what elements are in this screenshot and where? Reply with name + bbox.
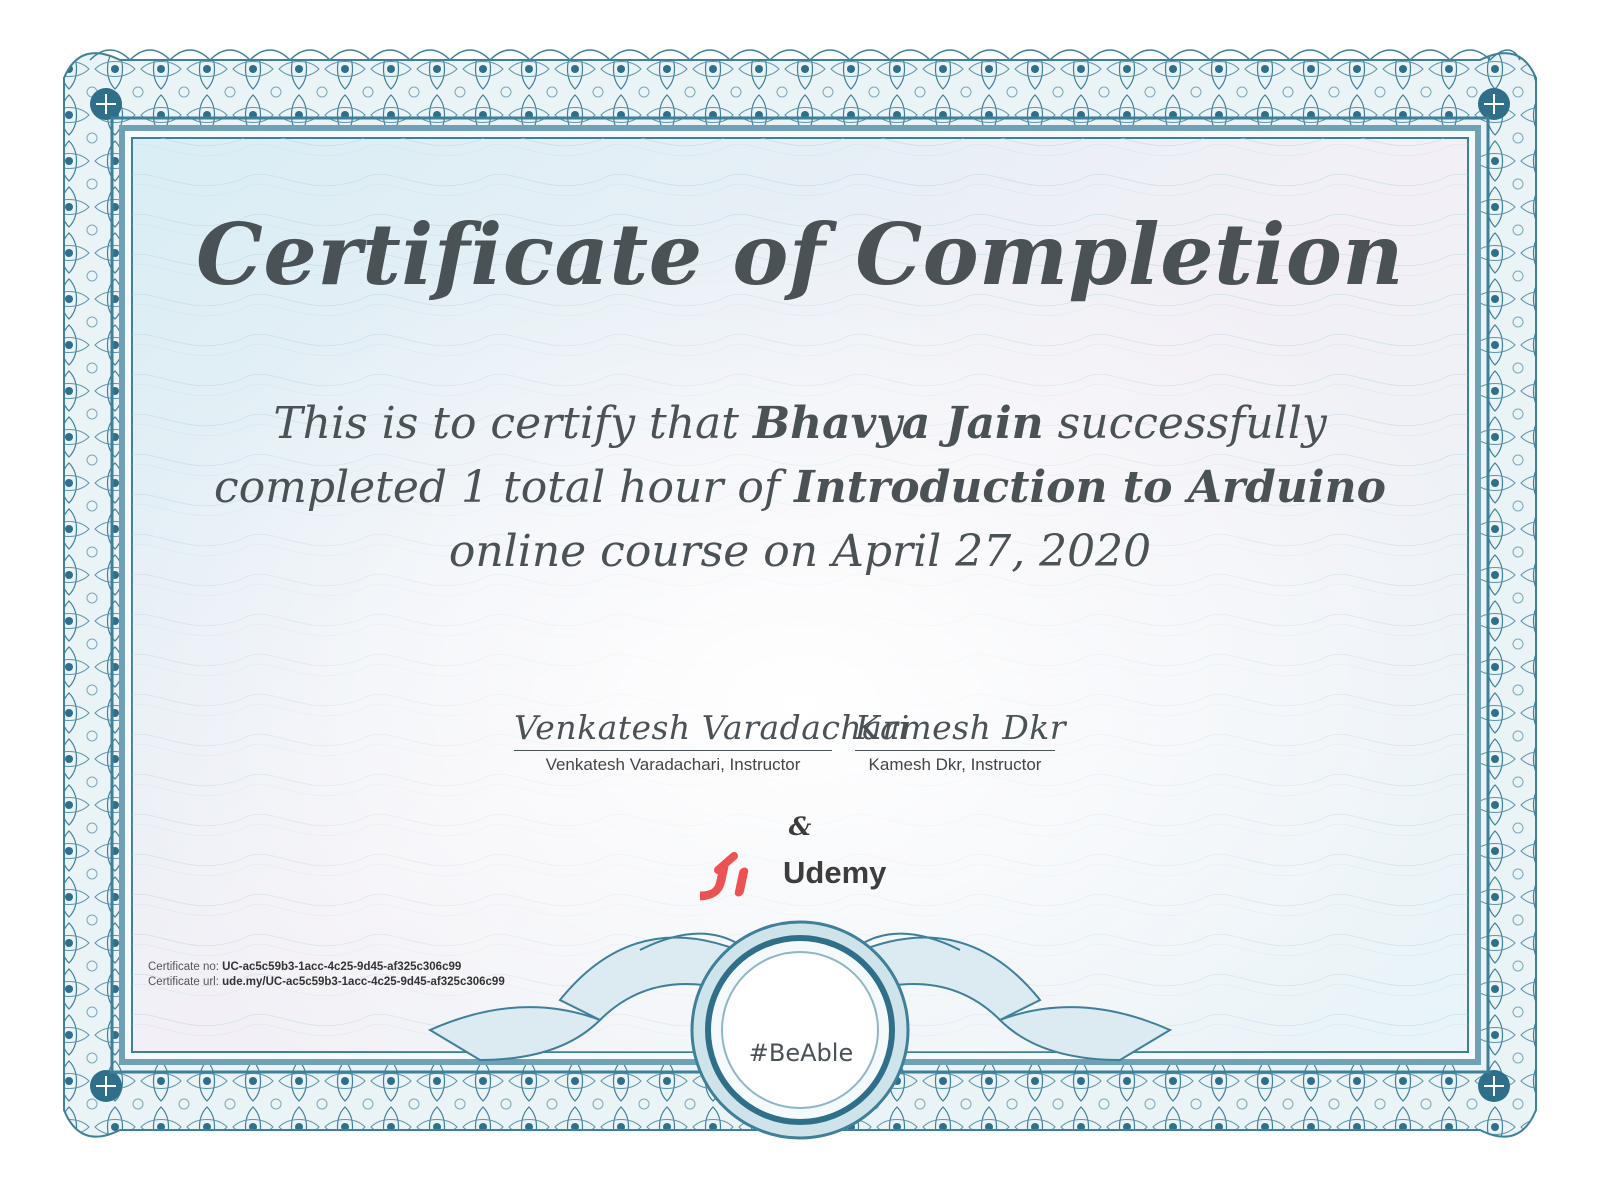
certificate-url-label: Certificate url:	[148, 976, 219, 988]
middle-text-2: completed 1 total hour of	[214, 462, 781, 513]
signature-caption-1: Venkatesh Varadachari, Instructor	[545, 755, 801, 774]
completion-date-text: online course on April 27, 2020	[448, 526, 1152, 577]
seal-text: #BeAble	[748, 1039, 854, 1067]
course-name: Introduction to Arduino	[794, 462, 1386, 513]
certificate-url[interactable]: ude.my/UC-ac5c59b3-1acc-4c25-9d45-af325c306c99	[222, 976, 505, 988]
certificate-title: Certificate of Completion	[196, 205, 1404, 304]
signature-block-1	[514, 708, 910, 775]
certificate-number-row	[148, 960, 505, 975]
signature-block-2	[855, 708, 1067, 775]
certificate-number-label: Certificate no:	[148, 961, 219, 973]
signature-caption-2: Kamesh Dkr, Instructor	[868, 755, 1042, 774]
signature-1: Venkatesh Varadachari	[514, 708, 910, 747]
certificate-number: UC-ac5c59b3-1acc-4c25-9d45-af325c306c99	[222, 961, 462, 973]
middle-text-1: successfully	[1057, 398, 1327, 449]
signature-line	[855, 750, 1055, 751]
signature-2: Kamesh Dkr	[855, 708, 1067, 747]
udemy-wordmark: Udemy	[783, 855, 887, 890]
certification-statement	[150, 392, 1450, 584]
recipient-name: Bhavya Jain	[752, 398, 1044, 449]
signature-line	[514, 750, 832, 751]
ampersand: &	[788, 812, 812, 841]
certificate-url-row	[148, 975, 505, 990]
certificate-info	[148, 960, 505, 990]
intro-text: This is to certify that	[273, 398, 739, 449]
